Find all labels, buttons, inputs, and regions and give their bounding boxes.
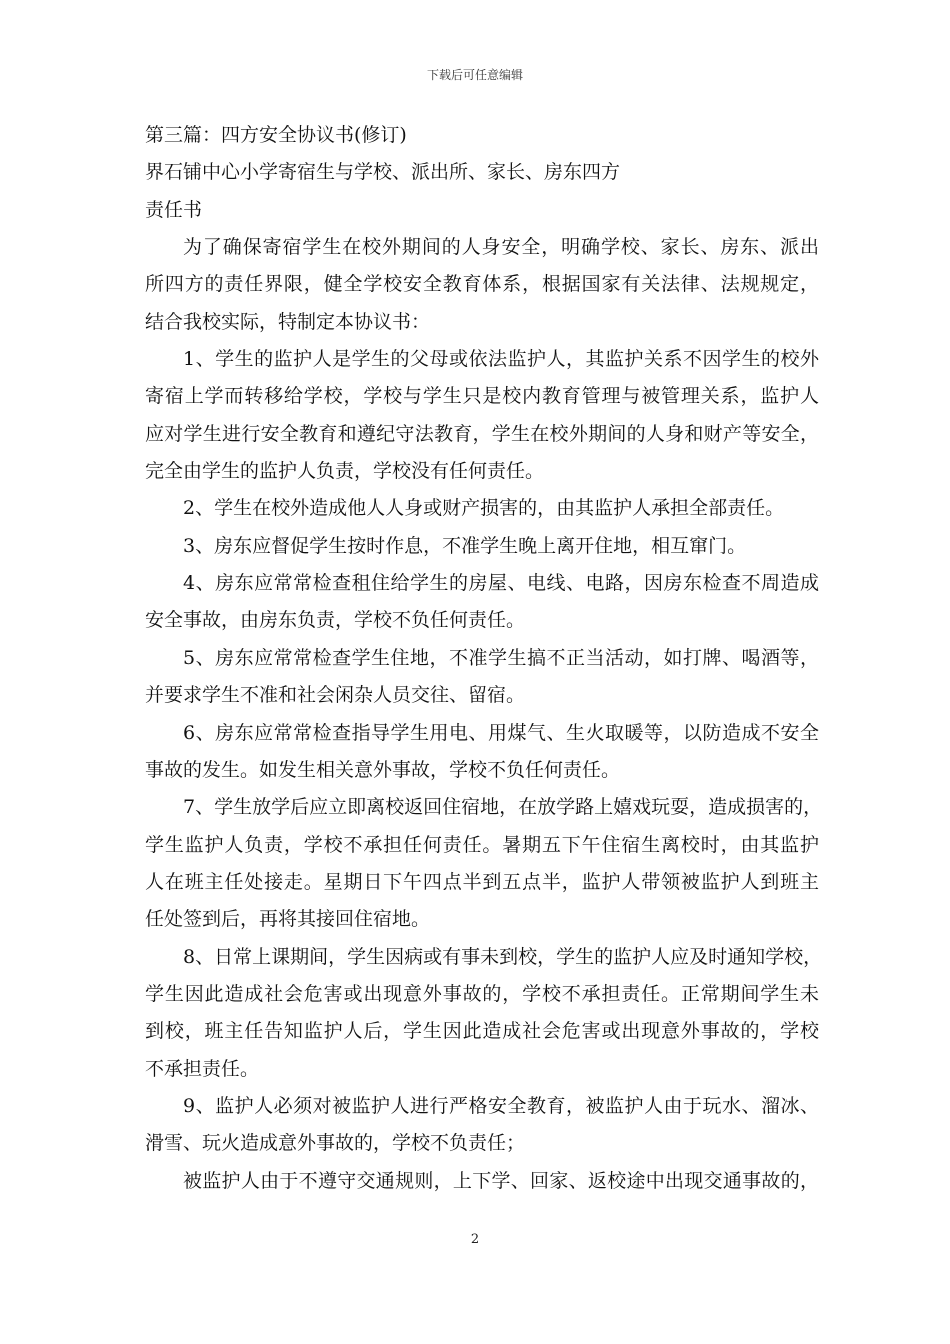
clause-5-line: 并要求学生不准和社会闲杂人员交往、留宿。 <box>145 684 526 707</box>
page-header: 下载后可任意编辑 <box>426 68 523 82</box>
clause-1-line: 完全由学生的监护人负责，学校没有任何责任。 <box>145 460 545 483</box>
clause-1-line: 寄宿上学而转移给学校，学校与学生只是校内教育管理与被管理关系，监护人 <box>145 385 819 408</box>
clause-2-line: 2、学生在校外造成他人人身或财产损害的，由其监护人承担全部责任。 <box>183 497 785 520</box>
document-subtitle-cont: 责任书 <box>145 198 203 221</box>
clause-9-line: 9、监护人必须对被监护人进行严格安全教育，被监护人由于玩水、溜冰、 <box>183 1094 819 1117</box>
clause-7-line: 7、学生放学后应立即离校返回住宿地，在放学路上嬉戏玩耍，造成损害的， <box>183 796 823 819</box>
clause-4-line: 4、房东应常常检查租住给学生的房屋、电线、电路，因房东检查不周造成 <box>183 572 819 595</box>
clause-1-line: 1、学生的监护人是学生的父母或依法监护人，其监护关系不因学生的校外 <box>183 348 819 371</box>
clause-3-line: 3、房东应督促学生按时作息，不准学生晚上离开住地，相互窜门。 <box>183 534 747 557</box>
clause-8-line: 到校，班主任告知监护人后，学生因此造成社会危害或出现意外事故的，学校 <box>145 1020 819 1043</box>
document-title: 第三篇：四方安全协议书(修订) <box>145 124 407 146</box>
clause-1-line: 应对学生进行安全教育和遵纪守法教育，学生在校外期间的人身和财产等安全， <box>145 422 819 445</box>
clause-7-line: 人在班主任处接走。星期日下午四点半到五点半，监护人带领被监护人到班主 <box>145 870 819 893</box>
clause-5-line: 5、房东应常常检查学生住地，不准学生搞不正当活动，如打牌、喝酒等， <box>183 646 819 669</box>
clause-9-line: 滑雪、玩火造成意外事故的，学校不负责任； <box>145 1132 526 1155</box>
clause-4-line: 安全事故，由房东负责，学校不负任何责任。 <box>145 609 526 632</box>
page-number: 2 <box>470 1232 480 1247</box>
clause-7-line: 学生监护人负责，学校不承担任何责任。暑期五下午住宿生离校时，由其监护 <box>145 833 819 856</box>
clause-8-line: 8、日常上课期间，学生因病或有事未到校，学生的监护人应及时通知学校， <box>183 945 823 968</box>
clause-8-line: 不承担责任。 <box>145 1057 260 1080</box>
document-body <box>145 117 823 1200</box>
clause-7-line: 任处签到后，再将其接回住宿地。 <box>145 908 431 931</box>
paragraph-line: 结合我校实际，特制定本协议书： <box>145 310 431 333</box>
clause-6-line: 6、房东应常常检查指导学生用电、用煤气、生火取暖等，以防造成不安全 <box>183 721 819 744</box>
clause-6-line: 事故的发生。如发生相关意外事故，学校不负任何责任。 <box>145 758 621 781</box>
clause-8-line: 学生因此造成社会危害或出现意外事故的，学校不承担责任。正常期间学生未 <box>145 982 819 1005</box>
document-subtitle: 界石铺中心小学寄宿生与学校、派出所、家长、房东四方 <box>145 161 621 184</box>
paragraph-line: 所四方的责任界限，健全学校安全教育体系，根据国家有关法律、法规规定， <box>145 273 819 296</box>
clause-9-cont-line: 被监护人由于不遵守交通规则，上下学、回家、返校途中出现交通事故的， <box>183 1169 819 1192</box>
paragraph-line: 为了确保寄宿学生在校外期间的人身安全，明确学校、家长、房东、派出 <box>183 236 819 259</box>
